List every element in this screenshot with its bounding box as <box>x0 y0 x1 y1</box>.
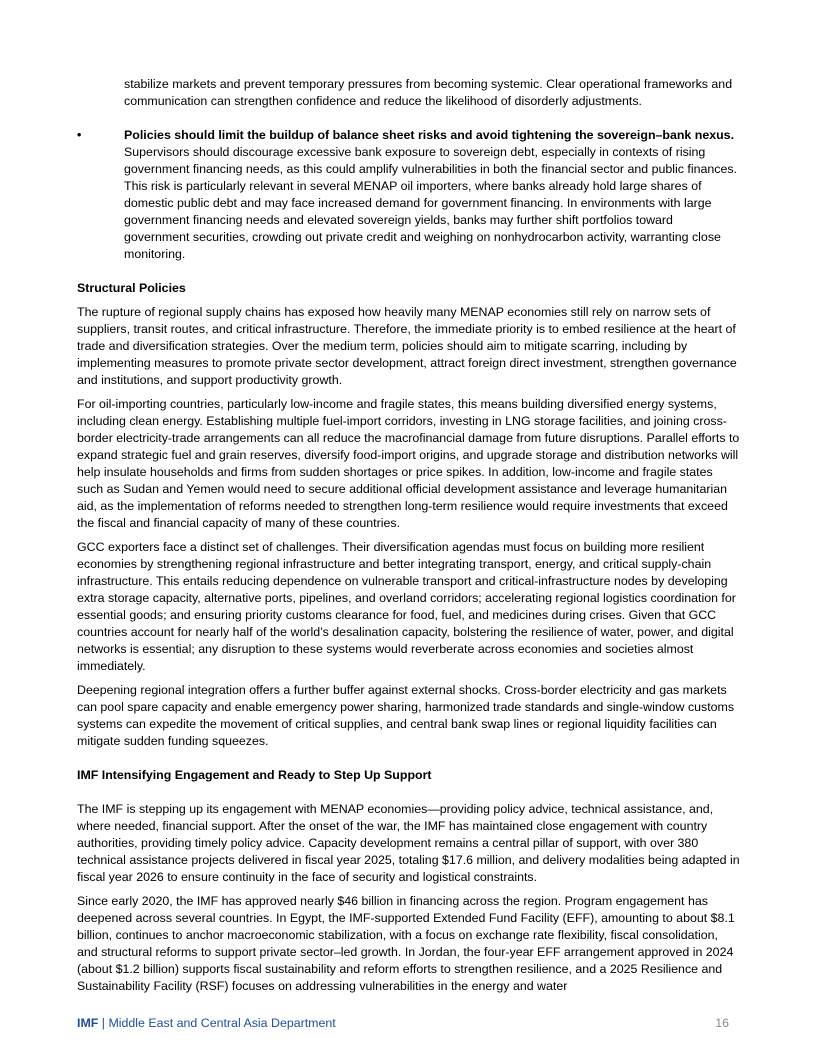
footer-separator: | <box>98 1016 109 1030</box>
body-paragraph: Deepening regional integration offers a further buffer against external shocks. Cross-border electricity and gas markets can pool spare capacity and enable emergency power sharing, harmonized trade standards and single-window customs systems can expedite the movement of critical supplies, and central bank swap lines or regional liquidity facilities can mitigate sudden funding squeezes. <box>77 683 735 748</box>
footer-brand-logo: IMF <box>77 1016 99 1030</box>
body-paragraph: The IMF is stepping up its engagement with MENAP economies—providing policy advice, technical assistance, and, where needed, financial support. After the onset of the war, the IMF has maintained close engagement with country authorities, providing timely policy advice. Capacity development remains a central pillar of support, with over 380 technical assistance projects delivered in fiscal year 2025, totaling $17.6 million, and delivery modalities being adapted in fiscal year 2026 to ensure continuity in the face of security and logistical constraints. <box>77 802 740 884</box>
body-paragraph: The rupture of regional supply chains has exposed how heavily many MENAP economies still rely on narrow sets of suppliers, transit routes, and critical infrastructure. Therefore, the immediate priority is to embed resilience at the heart of trade and diversification strategies. Over the medium term, policies should aim to mitigate scarring, including by implementing measures to promote private sector development, attract foreign direct investment, strengthen governance and institutions, and support productivity growth. <box>77 305 737 387</box>
page-footer <box>77 1015 741 1032</box>
body-paragraph: GCC exporters face a distinct set of challenges. Their diversification agendas must focus on building more resilient economies by strengthening regional infrastructure and better integrating transport, energy, and critical supply-chain infrastructure. This entails reducing dependence on vulnerable transport and critical-infrastructure nodes by developing extra storage capacity, alternative ports, pipelines, and overland corridors; accelerating regional logistics coordination for essential goods; and ensuring priority customs clearance for food, fuel, and medicines during crises. Given that GCC countries account for nearly half of the world’s desalination capacity, bolstering the resilience of water, power, and digital networks is essential; any disruption to these systems would reverberate across economies and societies almost immediately. <box>77 540 736 673</box>
body-paragraph: For oil-importing countries, particularly low-income and fragile states, this means building diversified energy systems, including clean energy. Establishing multiple fuel-import corridors, investing in LNG storage facilities, and joining cross-border electricity-trade arrangements can all reduce the macrofinancial damage from future disruptions. Parallel efforts to expand strategic fuel and grain reserves, diversify food-import origins, and upgrade storage and distribution networks will help insulate households and firms from sudden shortages or price spikes. In addition, low-income and fragile states such as Sudan and Yemen would need to secure additional official development assistance and leverage humanitarian aid, as the implementation of reforms needed to strengthen long-term resilience would require investments that exceed the fiscal and financial capacity of many of these countries. <box>77 397 740 530</box>
section-heading-structural-policies: Structural Policies <box>77 281 186 295</box>
page-number: 16 <box>715 1016 729 1030</box>
bullet-lead-sentence: Policies should limit the buildup of balance sheet risks and avoid tightening the sovereign–bank nexus. <box>124 128 735 142</box>
bullet-paragraph <box>124 127 741 263</box>
section-heading-imf-engagement: IMF Intensifying Engagement and Ready to Step Up Support <box>77 768 432 782</box>
bullet-body-text: Supervisors should discourage excessive bank exposure to sovereign debt, especially in contexts of rising government financing needs, as this could amplify vulnerabilities in both the financial sector and public finances. This risk is particularly relevant in several MENAP oil importers, where banks already hold large shares of domestic public debt and may face increased demand for government financing. In environments with large government financing needs and elevated sovereign yields, banks may further shift portfolios toward government securities, crowding out private credit and weighing on nonhydrocarbon activity, warranting close monitoring. <box>124 145 738 261</box>
bullet-icon: • <box>77 128 82 142</box>
footer-department-name: Middle East and Central Asia Department <box>108 1016 336 1030</box>
bullet-item-sovereign-bank-nexus <box>77 127 741 263</box>
continuation-paragraph: stabilize markets and prevent temporary pressures from becoming systemic. Clear operational frameworks and communication can strengthen confidence and reduce the likelihood of disorderly adjustments. <box>124 77 733 108</box>
document-page <box>77 76 741 995</box>
body-paragraph: Since early 2020, the IMF has approved nearly $46 billion in financing across the region. Program engagement has deepened across several countries. In Egypt, the IMF-supported Extended Fund Facility (EFF), amounting to about $8.1 billion, continues to anchor macroeconomic stabilization, with a focus on exchange rate flexibility, fiscal consolidation, and structural reforms to support private sector–led growth. In Jordan, the four-year EFF arrangement approved in 2024 (about $1.2 billion) supports fiscal sustainability and reform efforts to strengthen resilience, and a 2025 Resilience and Sustainability Facility (RSF) focuses on addressing vulnerabilities in the energy and water <box>77 894 735 993</box>
